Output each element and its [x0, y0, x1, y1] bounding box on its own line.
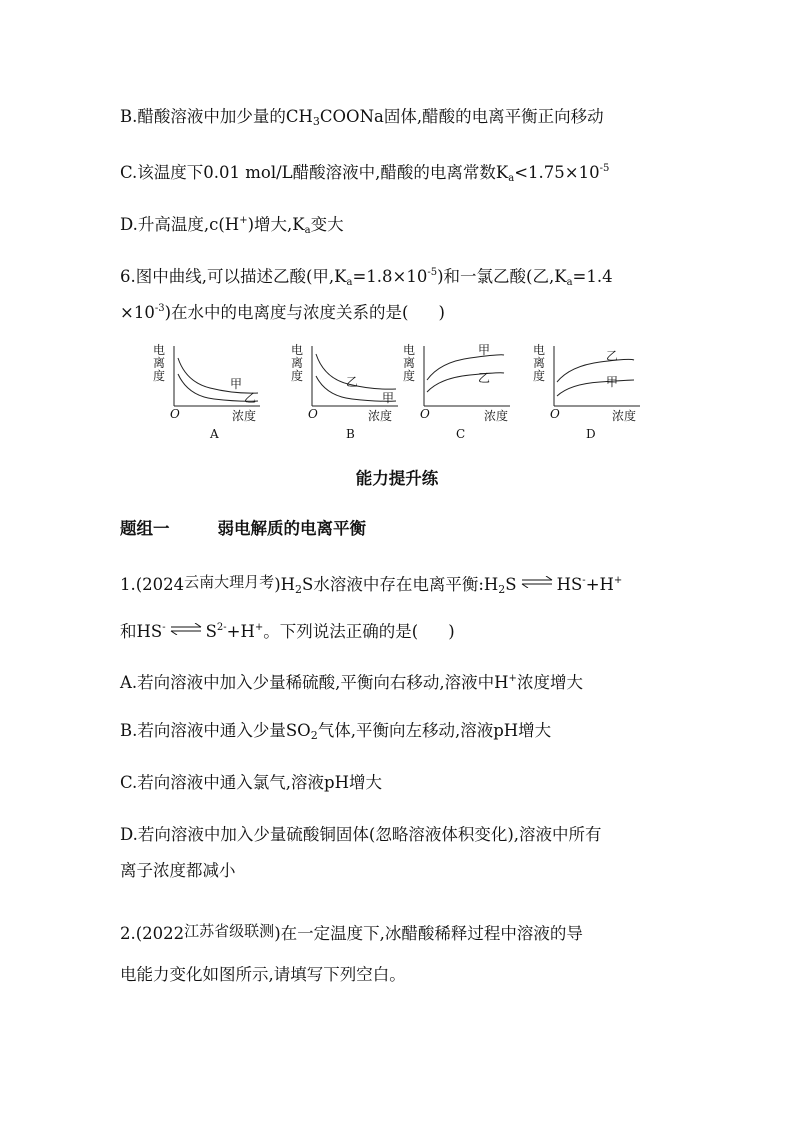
graph-c-ylabel: 电离度: [402, 343, 415, 383]
group-title-number: 题组一: [120, 519, 170, 538]
graph-a-xlabel: 浓度: [232, 409, 257, 423]
graph-c-curve-upper: [427, 355, 504, 380]
graph-d: [530, 340, 650, 445]
graph-d-origin: O: [550, 407, 560, 421]
question-1-source: 云南大理月考: [184, 573, 275, 591]
graph-b-origin: O: [308, 407, 318, 421]
graph-d-option-label: D: [586, 427, 596, 441]
question-6-line-2: $\times 10^{-3}$)在水中的电离度与浓度关系的是( ): [120, 303, 445, 322]
q1-option-b: B.若向溶液中通入少量$SO_2$气体,平衡向左移动,溶液pH增大: [120, 721, 552, 742]
option-graphs: [150, 340, 670, 450]
equilibrium-arrow-icon: [169, 623, 203, 635]
question-1-line-2: 和HS- $S^{2-}+H^+$。下列说法正确的是( ): [120, 622, 455, 641]
group-title: [120, 515, 366, 539]
graph-a: [150, 340, 270, 445]
graph-c-curve-lower: [427, 373, 504, 392]
group-title-topic: 弱电解质的电离平衡: [217, 519, 366, 538]
graph-a-lower-label: 乙: [244, 391, 257, 405]
q1-option-c: C.若向溶液中通入氯气,溶液pH增大: [120, 773, 382, 792]
question-1-line-1: 1.(2024云南大理月考)$H_2S$水溶液中存在电离平衡$:H_2S$ HS-+H+: [120, 573, 623, 596]
graph-b-upper-label: 乙: [346, 375, 359, 389]
question-2-line-2: 电能力变化如图所示,请填写下列空白。: [120, 965, 406, 984]
graph-b: [288, 340, 408, 445]
question-6-line-1: 6.图中曲线,可以描述乙酸(甲$,Ka=1.8\times 10^{-5}$)和一氯乙酸(乙,Ka=1.4: [120, 267, 613, 288]
graph-b-ylabel: 电离度: [290, 343, 303, 383]
graph-c-upper-label: 甲: [478, 343, 491, 357]
graph-d-curve-lower: [557, 380, 634, 396]
graph-d-curve-upper: [557, 359, 634, 382]
graph-c-lower-label: 乙: [478, 371, 491, 385]
graph-c-origin: O: [420, 407, 430, 421]
option-c: C.该温度下0.01 mol/L醋酸溶液中,醋酸的电离常数$Ka<1.75\times 10^{-5}$: [120, 163, 610, 184]
graph-d-xlabel: 浓度: [612, 409, 637, 423]
question-2-line-1: 2.(2022江苏省级联测)在一定温度下,冰醋酸稀释过程中溶液的导: [120, 922, 583, 943]
graph-d-ylabel: 电离度: [532, 343, 545, 383]
question-2-source: 江苏省级联测: [184, 922, 275, 940]
graph-b-lower-label: 甲: [382, 391, 395, 405]
graph-a-option-label: A: [210, 427, 219, 441]
q1-option-a: A.若向溶液中加入少量稀硫酸,平衡向右移动,溶液中H+浓度增大: [120, 673, 583, 692]
q1-option-d-line-2: 离子浓度都减小: [120, 861, 236, 880]
graph-a-ylabel: 电离度: [152, 343, 165, 383]
graph-a-upper-label: 甲: [230, 377, 243, 391]
graph-c-xlabel: 浓度: [484, 409, 509, 423]
equilibrium-arrow-icon: [520, 576, 554, 588]
graph-c: [400, 340, 520, 445]
graph-b-xlabel: 浓度: [368, 409, 393, 423]
option-b: B.醋酸溶液中加少量的$CH_3COONa$固体,醋酸的电离平衡正向移动: [120, 107, 604, 128]
option-d: D.升高温度,c(H+)增大,Ka变大: [120, 215, 344, 236]
section-title: 能力提升练: [355, 469, 439, 488]
graph-a-curve-upper: [178, 358, 258, 393]
graph-c-option-label: C: [456, 427, 466, 441]
graph-a-origin: O: [170, 407, 180, 421]
graph-b-option-label: B: [346, 427, 355, 441]
graph-d-upper-label: 乙: [606, 349, 619, 363]
q1-option-d-line-1: D.若向溶液中加入少量硫酸铜固体(忽略溶液体积变化),溶液中所有: [120, 825, 602, 844]
graph-d-lower-label: 甲: [606, 375, 619, 389]
